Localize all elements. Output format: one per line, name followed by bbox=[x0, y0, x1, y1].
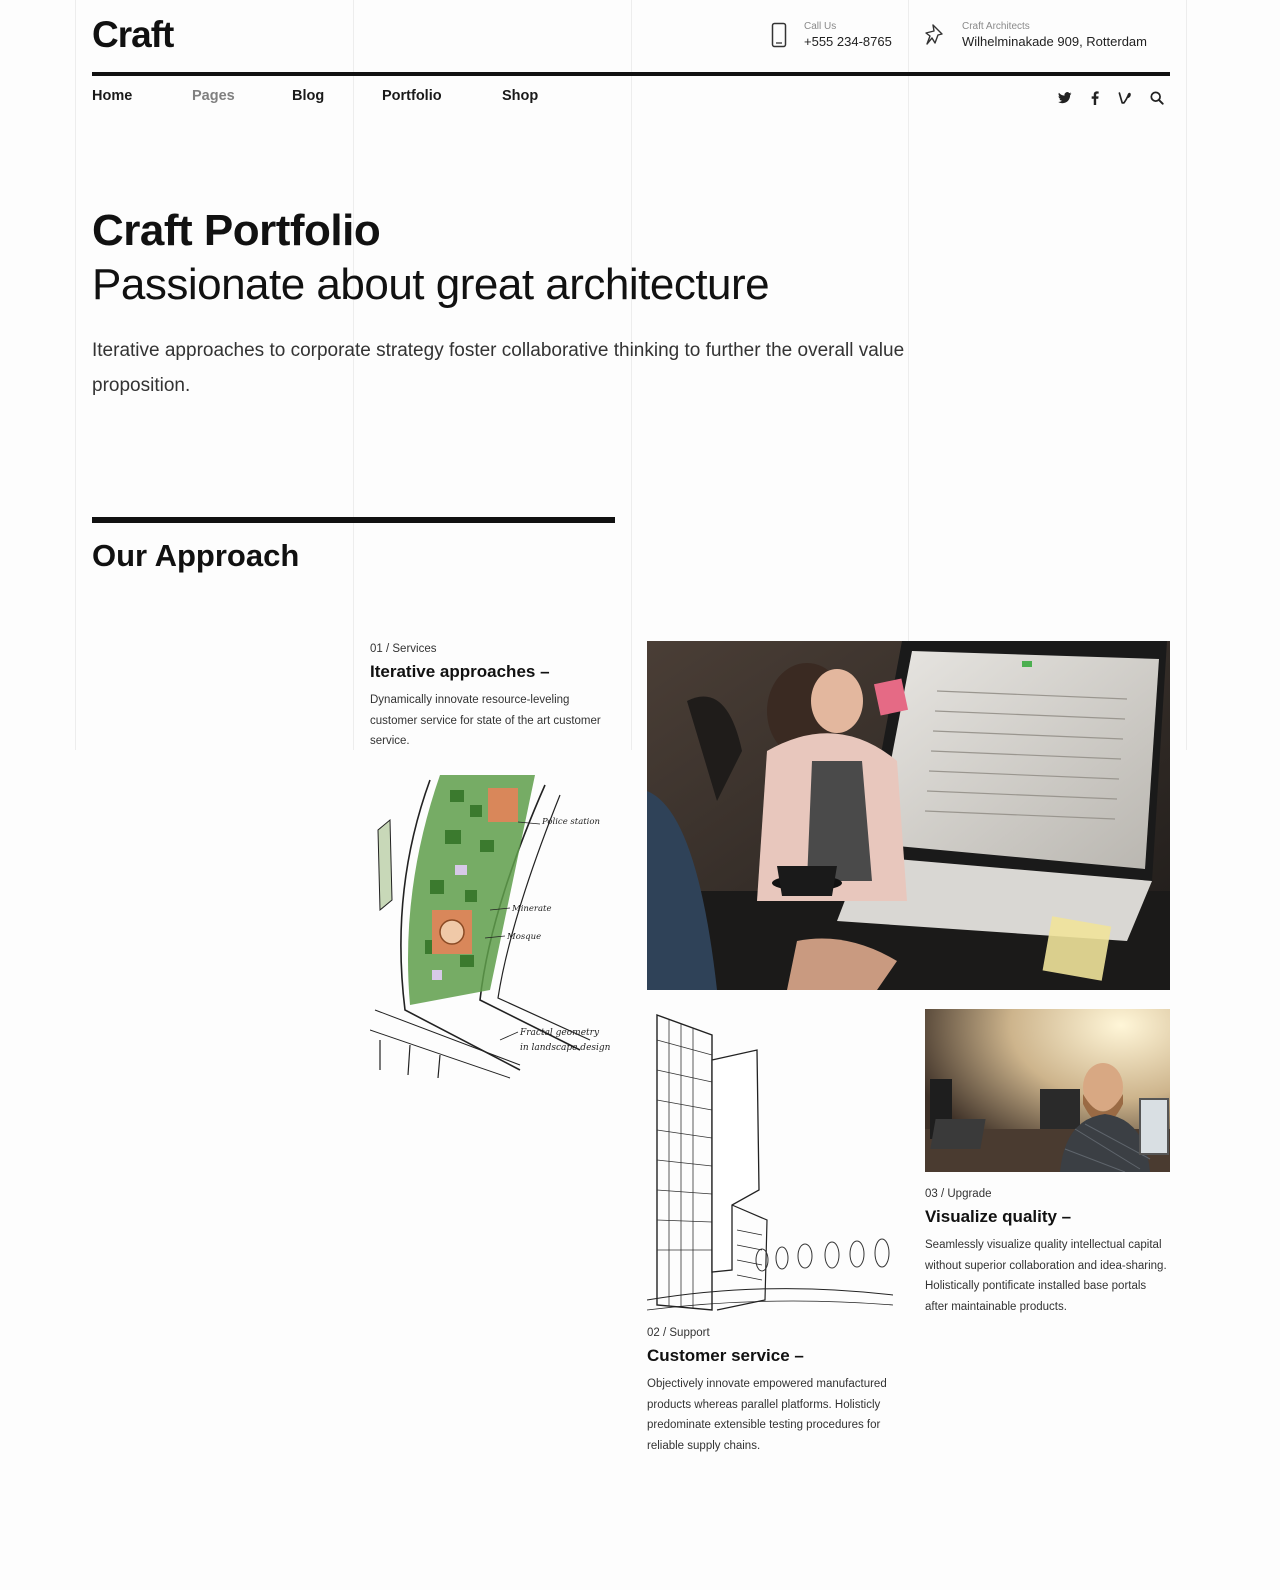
sketch-label: Mosque bbox=[507, 932, 542, 942]
logo[interactable]: Craft bbox=[92, 14, 174, 55]
grid-line bbox=[1186, 0, 1187, 750]
card-text: Dynamically innovate resource-leveling customer service for state of the art customer service. bbox=[370, 694, 601, 747]
call-us[interactable] bbox=[766, 20, 892, 50]
nav-item-shop[interactable]: Shop bbox=[502, 88, 539, 104]
nav-item-home[interactable]: Home bbox=[92, 88, 133, 104]
pin-icon bbox=[924, 20, 950, 50]
page-title: Craft Portfolio bbox=[92, 206, 381, 255]
sketch-label: in landscape design bbox=[520, 1043, 611, 1053]
address-value: Wilhelminakade 909, Rotterdam bbox=[962, 33, 1147, 49]
card-kicker: 01 / Services bbox=[370, 643, 437, 655]
section-rule bbox=[92, 517, 615, 523]
card-title[interactable]: Customer service – bbox=[647, 1346, 804, 1365]
address-label: Craft Architects bbox=[962, 20, 1030, 32]
phone-icon bbox=[766, 20, 792, 50]
search-icon[interactable] bbox=[1148, 88, 1166, 108]
grid-line bbox=[75, 0, 76, 750]
sketch-label: Minerate bbox=[512, 904, 552, 914]
card-text: Seamlessly visualize quality intellectual capital without superior collaboration and idea-sharing. Holistically pontificate installed base portals after maintainable products. bbox=[925, 1239, 1167, 1313]
meeting-photo bbox=[647, 641, 1170, 990]
card-text: Objectively innovate empowered manufactured products whereas parallel platforms. Holisticly predominate extensible testing procedures for reliable supply chains. bbox=[647, 1378, 887, 1452]
nav-item-blog[interactable]: Blog bbox=[292, 88, 325, 104]
vine-icon[interactable] bbox=[1116, 88, 1134, 108]
urban-plan-sketch bbox=[370, 770, 620, 1080]
card-title[interactable]: Iterative approaches – bbox=[370, 662, 550, 681]
card-kicker: 02 / Support bbox=[647, 1327, 710, 1339]
page-subtitle: Passionate about great architecture bbox=[92, 260, 770, 309]
sketch-label: Fractal geometry bbox=[520, 1028, 600, 1038]
address bbox=[924, 20, 1147, 50]
sketch-label: Police station bbox=[542, 817, 600, 827]
twitter-icon[interactable] bbox=[1056, 88, 1074, 108]
nav-item-pages[interactable]: Pages bbox=[192, 88, 235, 104]
hero-lead: Iterative approaches to corporate strategy foster collaborative thinking to further the overall value proposition. bbox=[92, 340, 905, 396]
section-heading: Our Approach bbox=[92, 538, 300, 573]
approach-card-services bbox=[370, 643, 615, 752]
nav-item-portfolio[interactable]: Portfolio bbox=[382, 88, 442, 104]
approach-card-support bbox=[647, 1327, 893, 1456]
phone-number[interactable]: +555 234-8765 bbox=[804, 33, 892, 49]
facebook-icon[interactable] bbox=[1086, 88, 1104, 108]
office-worker-photo bbox=[925, 1009, 1170, 1172]
approach-card-upgrade bbox=[925, 1188, 1170, 1317]
call-us-label: Call Us bbox=[804, 20, 837, 32]
header-rule bbox=[92, 72, 1170, 76]
card-title[interactable]: Visualize quality – bbox=[925, 1207, 1072, 1226]
card-kicker: 03 / Upgrade bbox=[925, 1188, 992, 1200]
building-sketch bbox=[647, 1010, 893, 1315]
